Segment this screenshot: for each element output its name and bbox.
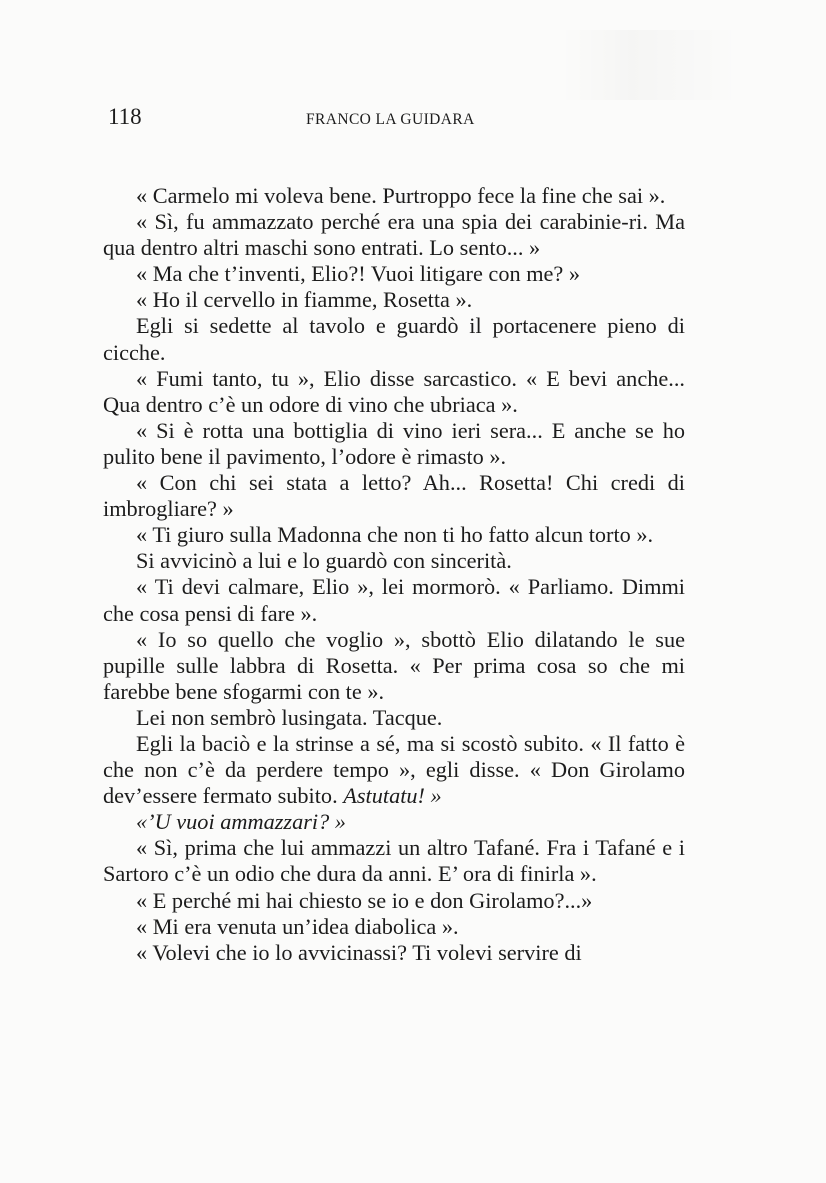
page-header [108,104,688,134]
paragraph-text: « Si è rotta una bottiglia di vino ieri sera... E anche se ho pulito bene il pavimento, l’odore è rimasto ». [103,417,685,469]
italic-dialect-text: Astutatu! » [343,783,442,809]
paragraph-text: « Volevi che io lo avvicinassi? Ti volevi servire di [136,939,582,965]
paragraph-6 [103,366,685,418]
paragraph-13 [103,705,685,731]
scan-shadow [560,30,740,100]
paragraph-text: « Ti devi calmare, Elio », lei mormorò. « Parliamo. Dimmi che cosa pensi di fare ». [103,574,685,626]
paragraph-1 [103,183,685,209]
paragraph-7 [103,418,685,470]
paragraph-12 [103,627,685,705]
paragraph-16 [103,835,685,887]
paragraph-10 [103,548,685,574]
italic-dialect-text: «’U vuoi ammazzari? » [136,809,346,835]
paragraph-text: « Mi era venuta un’idea diabolica ». [136,913,459,939]
paragraph-text: « Carmelo mi voleva bene. Purtroppo fece la fine che sai ». [136,183,666,208]
paragraph-text: Si avvicinò a lui e lo guardò con sincerità. [136,548,512,574]
text-body [103,183,685,966]
paragraph-14 [103,731,685,809]
paragraph-15 [103,809,685,835]
paragraph-11 [103,574,685,626]
paragraph-19 [103,940,685,966]
paragraph-3 [103,261,685,287]
page-number: 118 [108,104,142,129]
paragraph-text: « Fumi tanto, tu », Elio disse sarcastico. « E bevi anche... Qua dentro c’è un odore di vino che ubriaca ». [103,365,685,417]
paragraph-text: Egli la baciò e la strinse a sé, ma si scostò subito. « Il fatto è che non c’è da perdere tempo », egli disse. « Don Girolamo dev’essere fermato subito. [103,730,685,809]
paragraph-2 [103,209,685,261]
paragraph-text: « Io so quello che voglio », sbottò Elio dilatando le sue pupille sulle labbra di Rosetta. « Per prima cosa so che mi farebbe bene sfogarmi con te ». [103,626,685,704]
paragraph-4 [103,287,685,313]
paragraph-8 [103,470,685,522]
paragraph-text: Egli si sedette al tavolo e guardò il portacenere pieno di cicche. [103,313,685,365]
paragraph-18 [103,914,685,940]
paragraph-text: « Sì, prima che lui ammazzi un altro Tafané. Fra i Tafané e i Sartoro c’è un odio che dura da anni. E’ ora di finirla ». [103,835,685,887]
paragraph-text: « Ho il cervello in fiamme, Rosetta ». [136,287,473,313]
paragraph-text: « E perché mi hai chiesto se io e don Girolamo?...» [136,887,593,913]
paragraph-text: « Ma che t’inventi, Elio?! Vuoi litigare con me? » [136,261,581,287]
paragraph-text: Lei non sembrò lusingata. Tacque. [136,704,443,730]
paragraph-text: « Con chi sei stata a letto? Ah... Rosetta! Chi credi di imbrogliare? » [103,470,685,522]
running-head: FRANCO LA GUIDARA [306,111,475,128]
paragraph-5 [103,313,685,365]
paragraph-text: « Ti giuro sulla Madonna che non ti ho fatto alcun torto ». [136,522,654,548]
paragraph-17 [103,888,685,914]
paragraph-9 [103,522,685,548]
paragraph-text: « Sì, fu ammazzato perché era una spia dei carabinie-ri. Ma qua dentro altri maschi sono entrati. Lo sento... » [103,209,685,261]
